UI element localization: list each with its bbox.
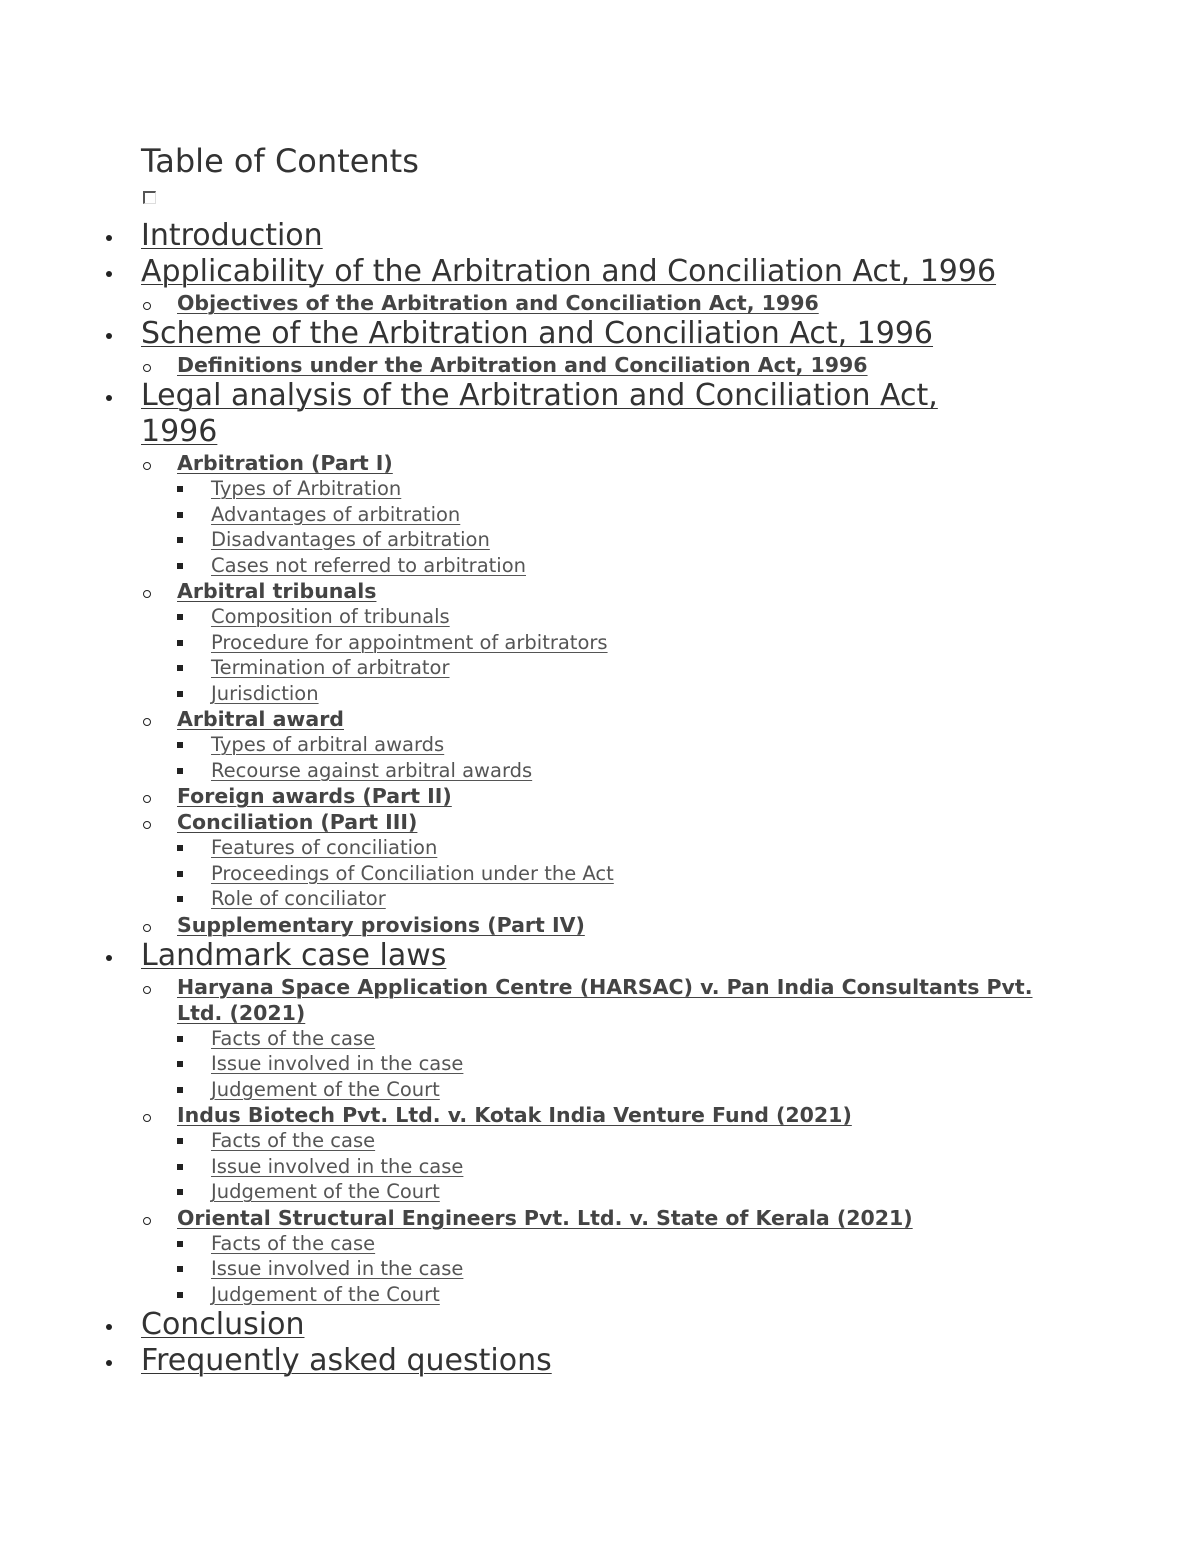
- toc-link[interactable]: Arbitration (Part I): [177, 451, 393, 475]
- toc-sublist: [0, 290, 1200, 316]
- toc-toggle-checkbox[interactable]: [143, 191, 156, 204]
- toc-link[interactable]: Facts of the case: [211, 1231, 376, 1255]
- toc-sublist: [0, 1231, 1200, 1308]
- toc-link[interactable]: Conclusion: [141, 1307, 305, 1342]
- toc-link[interactable]: Termination of arbitrator: [211, 656, 450, 679]
- toc-sublist: [0, 352, 1200, 378]
- toc-subsubsection: [0, 476, 1200, 502]
- toc-section: [0, 1307, 1200, 1343]
- toc-subsubsection: [0, 681, 1200, 707]
- toc-link[interactable]: Cases not referred to arbitration: [211, 553, 526, 577]
- toc-link[interactable]: Definitions under the Arbitration and Conciliation Act, 1996: [177, 353, 868, 377]
- toc-subsection: [0, 352, 1200, 378]
- toc-link[interactable]: Supplementary provisions (Part IV): [177, 912, 585, 937]
- toc-section: [0, 378, 1200, 938]
- toc-link[interactable]: Features of conciliation: [211, 836, 438, 859]
- toc-section: [0, 254, 1200, 316]
- toc-link[interactable]: Scheme of the Arbitration and Conciliation Act, 1996: [141, 316, 934, 351]
- toc-link[interactable]: Landmark case laws: [141, 937, 447, 973]
- toc-sublist: [0, 476, 1200, 578]
- toc-subsection: [0, 1102, 1200, 1205]
- toc-subsubsection: [0, 835, 1200, 861]
- toc-link[interactable]: Role of conciliator: [211, 887, 386, 910]
- toc-subsubsection: [0, 502, 1200, 528]
- toc-sublist: [0, 604, 1200, 706]
- toc-sublist: [0, 1026, 1200, 1103]
- toc-link[interactable]: Applicability of the Arbitration and Conciliation Act, 1996: [141, 254, 997, 289]
- toc-subsubsection: [0, 1051, 1200, 1077]
- toc-link[interactable]: Oriental Structural Engineers Pvt. Ltd. v. State of Kerala (2021): [177, 1205, 913, 1230]
- toc-link[interactable]: Procedure for appointment of arbitrators: [211, 630, 608, 654]
- toc-subsection: [0, 809, 1200, 912]
- toc-title: Table of Contents: [141, 142, 419, 180]
- toc-subsubsection: [0, 1256, 1200, 1282]
- toc-link[interactable]: Frequently asked questions: [141, 1343, 552, 1378]
- toc-link[interactable]: Proceedings of Conciliation under the Act: [211, 861, 614, 885]
- toc-link[interactable]: Facts of the case: [211, 1129, 376, 1152]
- toc-link[interactable]: Disadvantages of arbitration: [211, 528, 490, 551]
- toc-section: [0, 218, 1200, 254]
- toc-subsubsection: [0, 630, 1200, 656]
- toc-subsubsection: [0, 1077, 1200, 1103]
- toc-sublist: [0, 835, 1200, 912]
- toc-link[interactable]: Types of Arbitration: [211, 477, 402, 500]
- toc-link[interactable]: Foreign awards (Part II): [177, 784, 452, 808]
- toc-subsubsection: [0, 1282, 1200, 1308]
- toc-sublist: [0, 732, 1200, 783]
- toc-subsubsection: [0, 861, 1200, 887]
- toc-link[interactable]: Judgement of the Court: [211, 1282, 440, 1306]
- toc-sublist: [0, 450, 1200, 938]
- toc-link[interactable]: Judgement of the Court: [211, 1077, 440, 1101]
- toc-subsection: [0, 706, 1200, 783]
- toc-sublist: [0, 1128, 1200, 1205]
- toc-link[interactable]: Arbitral award: [177, 707, 344, 731]
- toc-subsection: [0, 290, 1200, 316]
- toc-link[interactable]: Judgement of the Court: [211, 1180, 440, 1203]
- toc-subsection: [0, 783, 1200, 809]
- toc-link[interactable]: Conciliation (Part III): [177, 810, 418, 834]
- toc-link[interactable]: Types of arbitral awards: [211, 733, 445, 756]
- toc-subsection: [0, 1205, 1200, 1308]
- toc-subsection: [0, 450, 1200, 578]
- toc-section: [0, 938, 1200, 1308]
- toc-link[interactable]: Issue involved in the case: [211, 1052, 464, 1075]
- toc-link[interactable]: Facts of the case: [211, 1026, 376, 1050]
- toc-subsubsection: [0, 655, 1200, 681]
- toc-subsubsection: [0, 1179, 1200, 1205]
- toc-link[interactable]: Arbitral tribunals: [177, 579, 377, 603]
- toc-subsubsection: [0, 758, 1200, 784]
- toc-subsubsection: [0, 1231, 1200, 1257]
- toc-link[interactable]: Haryana Space Application Centre (HARSAC) v. Pan India Consultants Pvt. Ltd. (2021): [177, 974, 1033, 1025]
- toc-link[interactable]: Advantages of arbitration: [211, 502, 461, 526]
- toc-subsubsection: [0, 604, 1200, 630]
- toc-link[interactable]: Introduction: [141, 218, 323, 253]
- toc-link[interactable]: Issue involved in the case: [211, 1154, 464, 1178]
- toc-link[interactable]: Jurisdiction: [211, 681, 319, 705]
- toc-subsubsection: [0, 1128, 1200, 1154]
- toc-subsection: [0, 912, 1200, 938]
- toc-subsubsection: [0, 553, 1200, 579]
- toc-link[interactable]: Recourse against arbitral awards: [211, 758, 533, 782]
- toc-subsection: [0, 974, 1200, 1103]
- toc-list: [0, 218, 1200, 1379]
- toc-link[interactable]: Indus Biotech Pvt. Ltd. v. Kotak India Venture Fund (2021): [177, 1103, 852, 1127]
- toc-subsubsection: [0, 527, 1200, 553]
- toc-section: [0, 1343, 1200, 1379]
- toc-section: [0, 316, 1200, 378]
- toc-subsubsection: [0, 1154, 1200, 1180]
- toc-subsubsection: [0, 886, 1200, 912]
- toc-subsubsection: [0, 732, 1200, 758]
- toc-link[interactable]: Objectives of the Arbitration and Conciliation Act, 1996: [177, 291, 819, 315]
- toc-subsection: [0, 578, 1200, 706]
- toc-link[interactable]: Composition of tribunals: [211, 605, 450, 628]
- toc-link[interactable]: Issue involved in the case: [211, 1257, 464, 1280]
- toc-subsubsection: [0, 1026, 1200, 1052]
- toc-sublist: [0, 974, 1200, 1308]
- toc-link[interactable]: Legal analysis of the Arbitration and Conciliation Act, 1996: [141, 378, 938, 449]
